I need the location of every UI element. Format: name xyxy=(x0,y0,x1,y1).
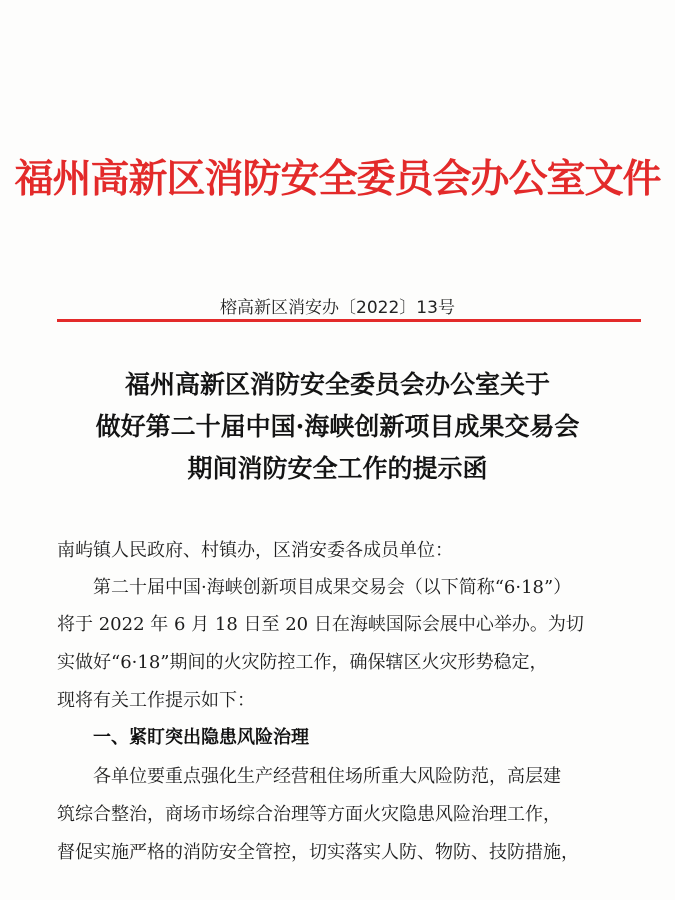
document-title-line-3: 期间消防安全工作的提示函 xyxy=(187,454,488,483)
paragraph-1-line-2: 将于 2022 年 6 月 18 日至 20 日在海峡国际会展中心举办。为切 xyxy=(57,614,584,635)
document-header-title: 福州高新区消防安全委员会办公室文件 xyxy=(14,156,661,202)
paragraph-2-line-1: 各单位要重点强化生产经营租住场所重大风险防范，高层建 xyxy=(93,766,561,787)
document-number: 榕高新区消安办〔2022〕13号 xyxy=(220,298,455,318)
paragraph-1-line-4: 现将有关工作提示如下： xyxy=(57,690,255,711)
document-title-line-2: 做好第二十届中国·海峡创新项目成果交易会 xyxy=(95,412,580,441)
paragraph-1-line-1: 第二十届中国·海峡创新项目成果交易会（以下简称“6·18”） xyxy=(93,577,572,598)
paragraph-2-line-3: 督促实施严格的消防安全管控，切实落实人防、物防、技防措施， xyxy=(57,842,579,863)
document-title-line-1: 福州高新区消防安全委员会办公室关于 xyxy=(124,370,550,399)
paragraph-2-line-2: 筑综合整治，商场市场综合治理等方面火灾隐患风险治理工作， xyxy=(57,804,561,825)
paragraph-1-line-3: 实做好“6·18”期间的火灾防控工作，确保辖区火灾形势稳定， xyxy=(57,652,548,673)
salutation: 南屿镇人民政府、村镇办，区消安委各成员单位： xyxy=(57,540,453,561)
section-1-heading: 一、紧盯突出隐患风险治理 xyxy=(93,727,309,748)
red-divider-line xyxy=(57,319,641,322)
